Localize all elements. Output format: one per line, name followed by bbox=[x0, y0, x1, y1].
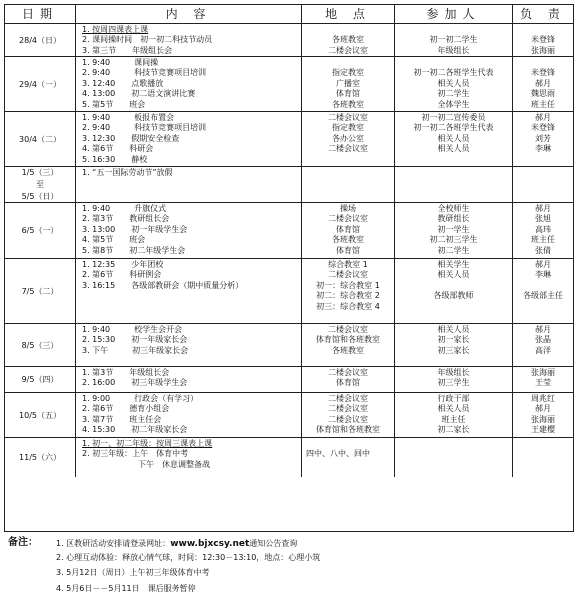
place-line: 体育馆 bbox=[336, 245, 360, 255]
place-line: 各办公室 bbox=[332, 133, 364, 143]
table-row bbox=[5, 111, 573, 166]
content-line: 3. 第三节 年级组长会 bbox=[82, 45, 173, 55]
owner-cell bbox=[512, 57, 573, 111]
people-line: 初一学生 bbox=[437, 224, 470, 234]
place-cell bbox=[301, 203, 394, 258]
place-line: 体育馆和各班教室 bbox=[316, 335, 380, 345]
place-line: 指定教室 bbox=[332, 123, 364, 133]
people-line: 初一家长 bbox=[437, 335, 470, 345]
header-participants: 参加人 bbox=[394, 5, 512, 23]
participants-cell bbox=[394, 167, 512, 202]
people-line: 初二家长 bbox=[437, 425, 470, 435]
people-line: 教研组长 bbox=[437, 214, 470, 224]
content-line: 2. 第6节 德育小组会 bbox=[82, 404, 170, 414]
participants-cell bbox=[394, 367, 512, 392]
owner-line: 张倩 bbox=[535, 245, 551, 255]
place-line: 初二：综合教室 2 bbox=[316, 291, 380, 301]
content-cell bbox=[75, 324, 301, 366]
content-line: 3. 第7节 班主任会 bbox=[82, 414, 162, 424]
header-date: 日期 bbox=[21, 7, 58, 21]
content-line: 1. 9:00 行政会（有学习） bbox=[82, 394, 199, 403]
owner-line bbox=[513, 460, 573, 470]
table-row bbox=[5, 56, 573, 111]
people-line: 初一初二宣传委员 bbox=[421, 113, 486, 122]
owner-cell bbox=[512, 167, 573, 202]
owner-line: 张晶 bbox=[535, 335, 551, 345]
content-cell bbox=[75, 393, 301, 437]
content-line: 3. 16:15 各级部教研会（期中质量分析） bbox=[82, 280, 244, 290]
people-line: 相关人员 bbox=[437, 270, 470, 280]
owner-line: 魏思雨 bbox=[531, 89, 555, 99]
place-line: 各班教室 bbox=[332, 345, 364, 355]
place-line: 二楼会议室 bbox=[328, 270, 368, 280]
table-header bbox=[5, 5, 573, 23]
place-line: 四中、八中、回中 bbox=[306, 449, 370, 459]
place-line: 二楼会议室 bbox=[328, 214, 368, 224]
content-line: 4. 15:30 初二年级家长会 bbox=[82, 425, 188, 435]
content-line: 2. 第3节 教研组长会 bbox=[82, 214, 170, 224]
date-text: 6/5（一） bbox=[21, 226, 59, 235]
content-line bbox=[76, 291, 301, 301]
place-line bbox=[302, 155, 394, 165]
place-line: 综合教室 1 bbox=[328, 260, 368, 269]
people-line: 初二学生 bbox=[437, 245, 470, 255]
content-line: 2. 16:00 初三年级学生会 bbox=[82, 378, 188, 388]
owner-line: 郝月 bbox=[535, 78, 551, 88]
owner-line: 各级部主任 bbox=[523, 291, 563, 301]
people-line: 相关人员 bbox=[437, 78, 470, 88]
note-1 bbox=[56, 538, 297, 550]
place-line: 操场 bbox=[340, 204, 356, 213]
owner-line bbox=[513, 449, 573, 459]
owner-line bbox=[513, 302, 573, 312]
owner-line bbox=[513, 58, 573, 68]
place-cell bbox=[301, 367, 394, 392]
content-cell bbox=[75, 57, 301, 111]
date-cell bbox=[5, 259, 75, 323]
content-line: 1. 12:35 少年团校 bbox=[82, 260, 164, 269]
owner-line: 李琳 bbox=[535, 270, 551, 280]
content-line: 2. 15:30 初一年级家长会 bbox=[82, 335, 188, 345]
content-line: 2. 课间操时间 初一初二科技节动员 bbox=[82, 35, 213, 45]
content-line: 4. 第6节 科研会 bbox=[82, 144, 154, 154]
people-line: 相关人员 bbox=[437, 404, 470, 414]
people-line: 初一初二学生 bbox=[429, 35, 478, 45]
people-line: 初一初二各班学生代表 bbox=[413, 68, 494, 78]
content-line: 1. “五一国际劳动节”放假 bbox=[82, 168, 173, 177]
weekly-schedule-table bbox=[4, 4, 574, 532]
place-line: 初一：综合教室 1 bbox=[316, 280, 380, 290]
date-text: 29/4（一） bbox=[19, 79, 61, 89]
note-4: 4. 5月6日－－5月11日 课后服务暂停 bbox=[56, 584, 196, 593]
notes-title: 备注： bbox=[8, 537, 38, 548]
place-cell bbox=[301, 393, 394, 437]
participants-cell bbox=[394, 438, 512, 477]
owner-line: 刘芳 bbox=[535, 133, 551, 143]
owner-line: 郝月 bbox=[535, 404, 551, 414]
people-line: 相关人员 bbox=[437, 133, 470, 143]
date-text: 8/5（三） bbox=[21, 340, 59, 350]
note-2: 2. 心理互动体验：释放心情气球，时间：12:30－13:10，地点：心理小筑 bbox=[56, 553, 321, 562]
people-line: 年级组长 bbox=[437, 45, 470, 55]
place-cell bbox=[301, 438, 394, 477]
owner-cell bbox=[512, 367, 573, 392]
owner-cell bbox=[512, 324, 573, 366]
place-line: 二楼会议室 bbox=[328, 45, 368, 55]
place-line: 二楼会议室 bbox=[328, 113, 368, 122]
place-cell bbox=[301, 24, 394, 56]
place-cell bbox=[301, 112, 394, 166]
content-line: 3. 13:00 初一年级学生会 bbox=[82, 224, 188, 234]
place-line: 二楼会议室 bbox=[328, 368, 368, 377]
people-line: 全体学生 bbox=[437, 99, 470, 109]
date-text: 至 bbox=[36, 179, 44, 189]
date-text: 7/5（二） bbox=[21, 286, 59, 296]
owner-line: 高玮 bbox=[535, 224, 551, 234]
owner-line bbox=[513, 439, 573, 449]
content-line: 1. 初一、初二年级：按周三课表上课 bbox=[82, 439, 213, 448]
participants-cell bbox=[394, 393, 512, 437]
date-cell bbox=[5, 367, 75, 392]
owner-cell bbox=[512, 259, 573, 323]
people-line: 班主任 bbox=[441, 414, 466, 424]
owner-line: 李琳 bbox=[535, 144, 551, 154]
people-line bbox=[395, 168, 512, 178]
content-line: 5. 第5节 班会 bbox=[82, 99, 146, 109]
content-line bbox=[76, 302, 301, 312]
content-line: 1. 9:40 课间操 bbox=[82, 58, 159, 67]
content-cell bbox=[75, 438, 301, 477]
place-line: 各班教室 bbox=[332, 35, 364, 45]
content-line: 2. 第6节 科研例会 bbox=[82, 270, 162, 280]
place-line: 体育馆 bbox=[336, 378, 360, 388]
content-line: 4. 第5节 班会 bbox=[82, 235, 146, 245]
owner-cell bbox=[512, 24, 573, 56]
content-line: 下午 休息调整备战 bbox=[82, 459, 210, 469]
date-cell bbox=[5, 24, 75, 56]
table-row bbox=[5, 392, 573, 437]
owner-line: 米登锋 bbox=[531, 68, 555, 78]
people-line bbox=[395, 439, 512, 449]
participants-cell bbox=[394, 203, 512, 258]
participants-cell bbox=[394, 259, 512, 323]
owner-line: 周兆红 bbox=[531, 394, 555, 403]
place-line: 初三：综合教室 4 bbox=[316, 301, 380, 311]
content-line: 5. 第8节 初二年级学生会 bbox=[82, 245, 186, 255]
place-line: 体育馆 bbox=[336, 224, 360, 234]
owner-line: 王建樱 bbox=[531, 425, 555, 435]
place-line bbox=[302, 25, 394, 35]
header-content: 内 容 bbox=[75, 5, 301, 23]
owner-line bbox=[513, 281, 573, 291]
content-line: 1. 9:40 校学生会开会 bbox=[82, 325, 183, 334]
owner-line: 郝月 bbox=[535, 113, 551, 122]
content-line: 3. 12:30 假期安全检查 bbox=[82, 133, 180, 143]
place-cell bbox=[301, 57, 394, 111]
owner-line: 高洋 bbox=[535, 345, 551, 355]
content-line: 4. 13:00 初二语文演讲比赛 bbox=[82, 89, 196, 99]
date-text: 11/5（六） bbox=[19, 453, 61, 462]
header-place: 地 点 bbox=[301, 5, 394, 23]
place-line: 二楼会议室 bbox=[328, 394, 368, 403]
note-1-prefix: 1. 区教研活动安排请登录网址： bbox=[56, 539, 171, 548]
content-cell bbox=[75, 112, 301, 166]
date-cell bbox=[5, 393, 75, 437]
date-cell bbox=[5, 167, 75, 202]
owner-line: 王莹 bbox=[535, 378, 551, 388]
participants-cell bbox=[394, 324, 512, 366]
people-line bbox=[395, 25, 512, 35]
people-line bbox=[395, 302, 512, 312]
date-cell bbox=[5, 324, 75, 366]
place-line: 二楼会议室 bbox=[328, 144, 368, 154]
owner-line bbox=[513, 168, 573, 178]
people-line: 年级组长 bbox=[437, 368, 470, 377]
place-line bbox=[302, 168, 394, 178]
table-row bbox=[5, 166, 573, 202]
place-line bbox=[302, 439, 394, 449]
owner-cell bbox=[512, 112, 573, 166]
people-line bbox=[395, 449, 512, 459]
people-line bbox=[395, 58, 512, 68]
owner-line: 郝月 bbox=[535, 204, 551, 213]
people-line: 相关人员 bbox=[437, 325, 470, 334]
people-line bbox=[395, 460, 512, 470]
owner-line: 米登锋 bbox=[531, 35, 555, 45]
people-line: 初三学生 bbox=[437, 378, 470, 388]
owner-cell bbox=[512, 393, 573, 437]
people-line: 相关人员 bbox=[437, 144, 470, 154]
owner-line: 班主任 bbox=[531, 235, 555, 245]
table-row bbox=[5, 202, 573, 258]
date-cell bbox=[5, 112, 75, 166]
note-1-url[interactable]: www.bjxcsy.net bbox=[170, 539, 250, 549]
date-text: 30/4（二） bbox=[19, 134, 61, 144]
date-cell bbox=[5, 203, 75, 258]
owner-line: 米登锋 bbox=[531, 123, 555, 133]
owner-line bbox=[513, 155, 573, 165]
owner-line: 班主任 bbox=[531, 99, 555, 109]
place-line: 二楼会议室 bbox=[328, 414, 368, 424]
place-line: 各班教室 bbox=[332, 235, 364, 245]
place-cell bbox=[301, 259, 394, 323]
owner-cell bbox=[512, 438, 573, 477]
participants-cell bbox=[394, 112, 512, 166]
place-line bbox=[302, 460, 394, 470]
people-line: 初三家长 bbox=[437, 345, 470, 355]
content-line: 1. 按周四课表上课 bbox=[82, 25, 149, 34]
content-line: 3. 下午 初三年级家长会 bbox=[82, 345, 189, 355]
date-cell bbox=[5, 438, 75, 477]
date-text: 28/4（日） bbox=[19, 35, 61, 45]
table-row bbox=[5, 437, 573, 477]
content-cell bbox=[75, 24, 301, 56]
owner-line: 张海丽 bbox=[531, 368, 555, 377]
owner-line bbox=[513, 25, 573, 35]
place-line: 二楼会议室 bbox=[328, 404, 368, 414]
people-line: 初二初三学生 bbox=[429, 235, 478, 245]
place-line: 体育馆和各班教室 bbox=[316, 425, 380, 435]
content-line: 2. 9:40 科技节竞赛项目培训 bbox=[82, 123, 207, 133]
content-line: 2. 9:40 科技节竞赛项目培训 bbox=[82, 68, 207, 78]
owner-line: 张海丽 bbox=[531, 414, 555, 424]
people-line: 相关学生 bbox=[437, 260, 470, 269]
date-text: 9/5（四） bbox=[21, 375, 59, 384]
header-owner: 负 责 bbox=[512, 5, 573, 23]
people-line: 初一初二各班学生代表 bbox=[413, 123, 494, 133]
place-line: 二楼会议室 bbox=[328, 325, 368, 334]
owner-line: 张海丽 bbox=[531, 45, 555, 55]
date-text: 1/5（三） bbox=[21, 167, 59, 177]
content-line: 2. 初三年级：上午 体育中考 bbox=[82, 449, 189, 459]
table-row bbox=[5, 258, 573, 323]
place-line: 体育馆 bbox=[336, 89, 360, 99]
people-line: 各级部教师 bbox=[433, 291, 474, 301]
note-3: 3. 5月12日（周日）上午初三年级体育中考 bbox=[56, 568, 210, 577]
place-line: 广播室 bbox=[336, 78, 360, 88]
content-cell bbox=[75, 367, 301, 392]
place-line: 各班教室 bbox=[332, 99, 364, 109]
content-line: 1. 第3节 年级组长会 bbox=[82, 368, 170, 377]
content-line: 1. 9:40 板报布置会 bbox=[82, 113, 175, 122]
table-row bbox=[5, 366, 573, 392]
people-line: 初二学生 bbox=[437, 89, 470, 99]
people-line bbox=[395, 281, 512, 291]
owner-line: 郝月 bbox=[535, 325, 551, 334]
owner-line: 郝月 bbox=[535, 260, 551, 269]
content-cell bbox=[75, 203, 301, 258]
people-line: 行政干部 bbox=[437, 394, 470, 403]
place-line bbox=[302, 58, 394, 68]
people-line: 全校师生 bbox=[437, 204, 470, 213]
table-row bbox=[5, 323, 573, 366]
content-line: 5. 16:30 静校 bbox=[82, 154, 148, 164]
content-cell bbox=[75, 259, 301, 323]
table-row bbox=[5, 23, 573, 56]
participants-cell bbox=[394, 57, 512, 111]
owner-line: 张旭 bbox=[535, 214, 551, 224]
content-line: 1. 9:40 升旗仪式 bbox=[82, 204, 167, 213]
place-line: 指定教室 bbox=[332, 68, 364, 78]
participants-cell bbox=[394, 24, 512, 56]
date-cell bbox=[5, 57, 75, 111]
people-line bbox=[395, 155, 512, 165]
place-cell bbox=[301, 324, 394, 366]
owner-cell bbox=[512, 203, 573, 258]
date-text: 5/5（日） bbox=[21, 191, 59, 201]
date-text: 10/5（五） bbox=[19, 410, 61, 420]
content-cell bbox=[75, 167, 301, 202]
note-1-suffix: 通知公告查询 bbox=[249, 539, 298, 548]
content-line: 3. 12:40 点歌播放 bbox=[82, 78, 164, 88]
place-cell bbox=[301, 167, 394, 202]
